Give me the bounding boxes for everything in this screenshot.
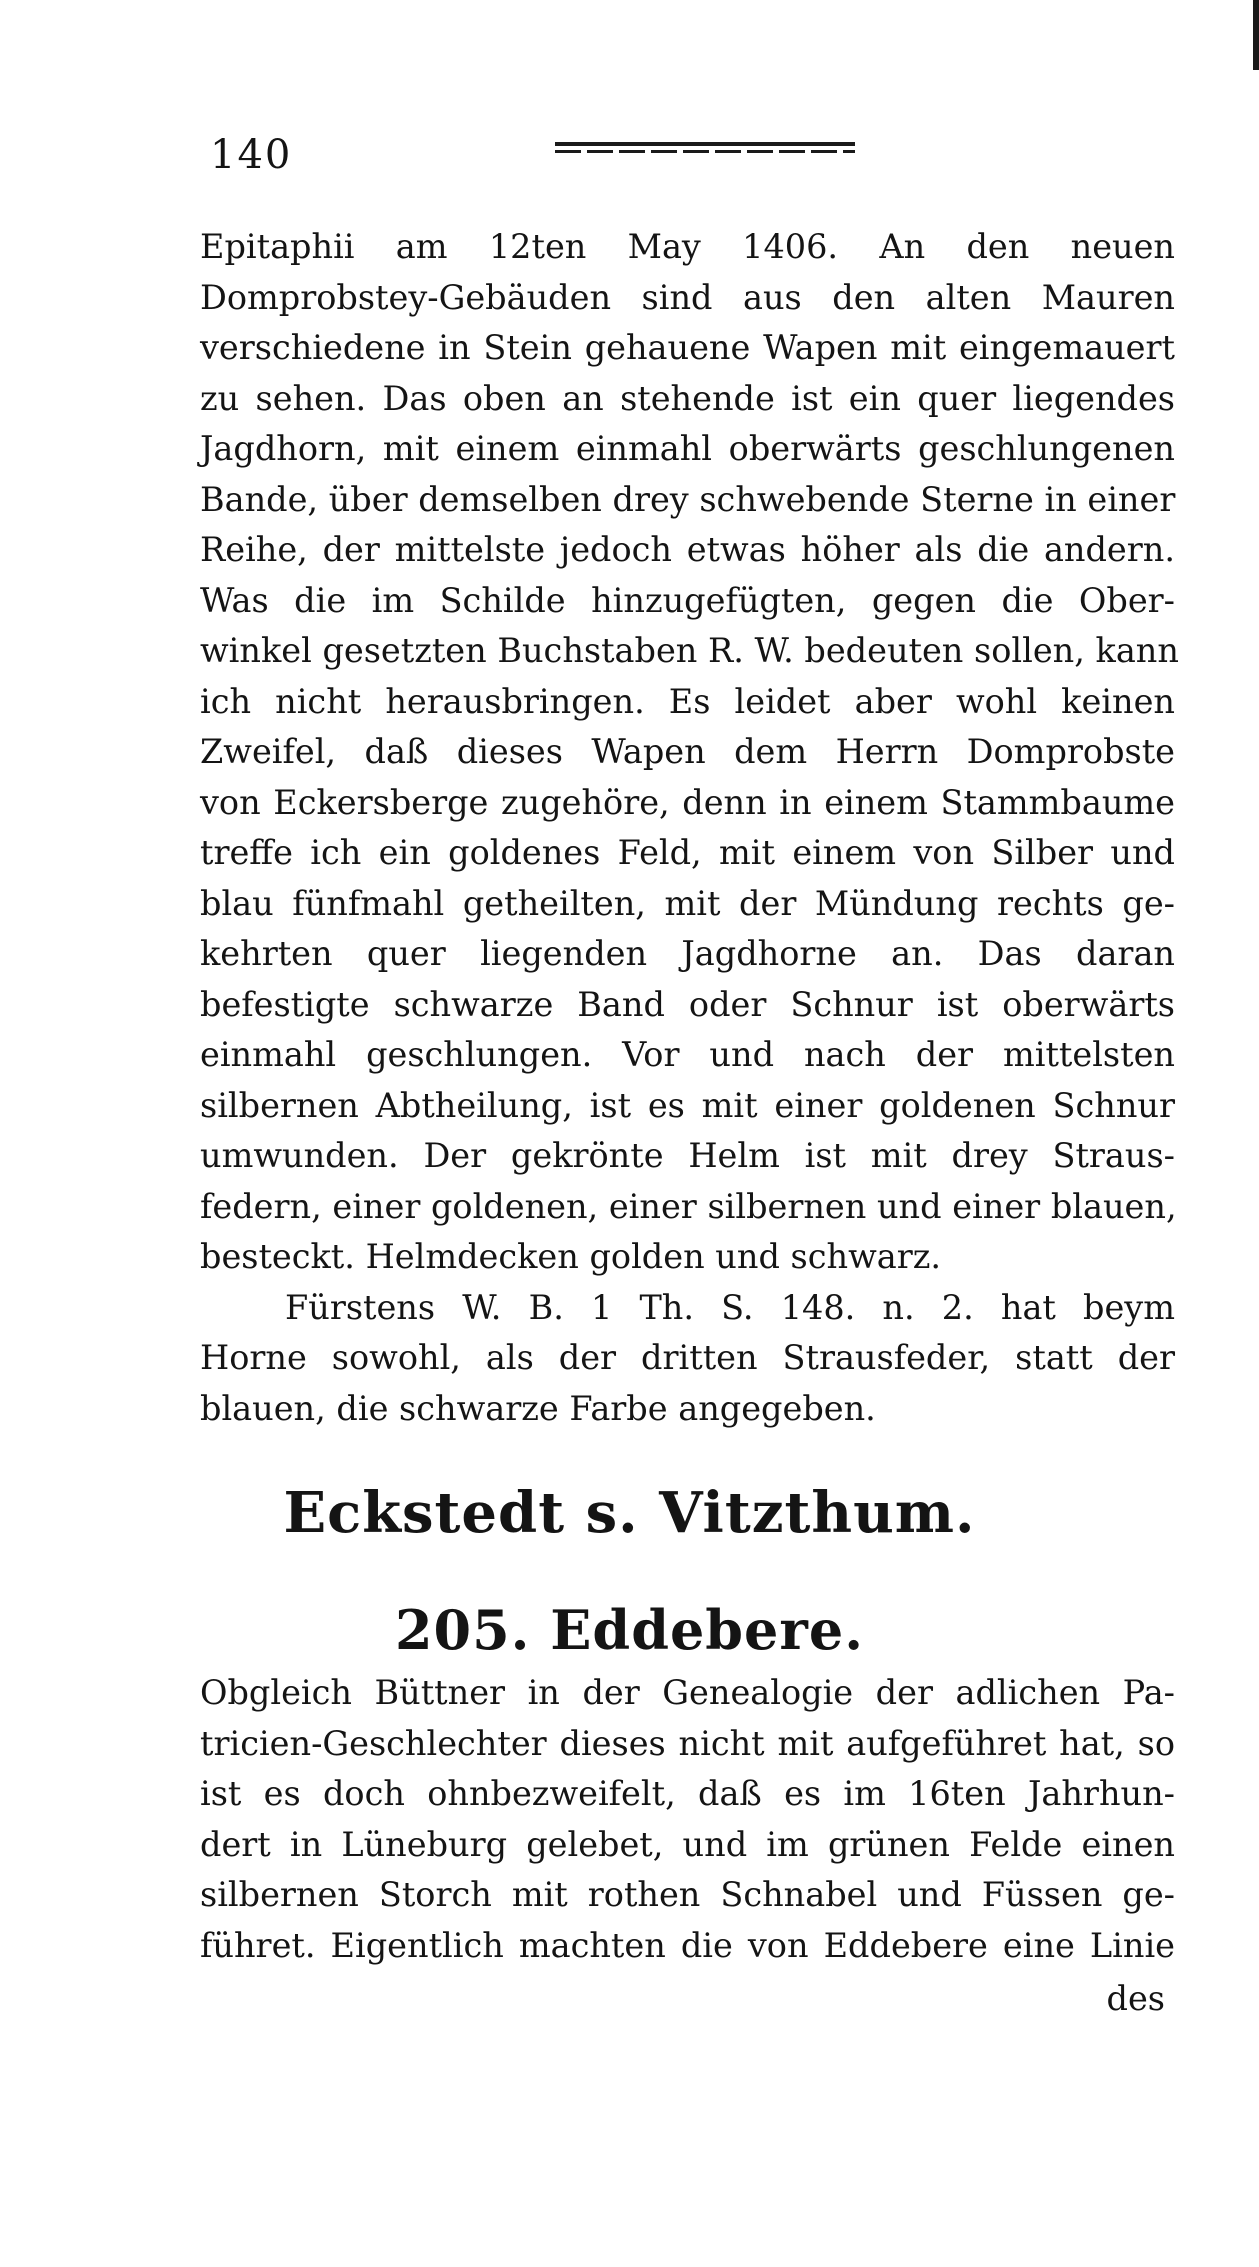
text-line: Domprobstey-Gebäuden sind aus den alten Mauren bbox=[200, 277, 1175, 317]
text-line: Epitaphii am 12ten May 1406. An den neuen bbox=[200, 227, 1175, 266]
text-line: federn, einer goldenen, einer silbernen und einer blauen, bbox=[200, 1186, 1177, 1226]
text-line: besteckt. Helmdecken golden und schwarz. bbox=[200, 1237, 942, 1276]
text-line: von Eckersberge zugehöre, denn in einem Stammbaume bbox=[200, 782, 1175, 822]
text-line: Horne sowohl, als der dritten Strausfeder, statt der bbox=[200, 1338, 1175, 1377]
page-number: 140 bbox=[210, 132, 293, 178]
text-line: tricien-Geschlechter dieses nicht mit aufgeführet hat, so bbox=[200, 1723, 1175, 1763]
text-line: Zweifel, daß dieses Wapen dem Herrn Domprobste bbox=[200, 732, 1175, 771]
header-ornament-rule bbox=[555, 142, 855, 156]
text-line: führet. Eigentlich machten die von Eddebere eine Linie bbox=[200, 1925, 1175, 1965]
text-line: ist es doch ohnbezweifelt, daß es im 16ten Jahrhun- bbox=[200, 1774, 1175, 1813]
text-line: Fürstens W. B. 1 Th. S. 148. n. 2. hat beym bbox=[285, 1287, 1175, 1327]
text-line: Reihe, der mittelste jedoch etwas höher als die andern. bbox=[200, 530, 1175, 569]
text-line: zu sehen. Das oben an stehende ist ein quer liegendes bbox=[200, 378, 1175, 418]
body-text-block bbox=[200, 222, 1179, 1434]
text-line: silbernen Abtheilung, ist es mit einer goldenen Schnur bbox=[200, 1085, 1175, 1125]
text-line: befestigte schwarze Band oder Schnur ist oberwärts bbox=[200, 984, 1175, 1024]
entry-heading: 205. Eddebere. bbox=[394, 1598, 865, 1662]
cross-reference-heading: Eckstedt s. Vitzthum. bbox=[283, 1480, 976, 1546]
text-line: Bande, über demselben drey schwebende Sterne in einer bbox=[200, 479, 1176, 519]
text-line: einmahl geschlungen. Vor und nach der mittelsten bbox=[200, 1035, 1175, 1074]
text-line: blauen, die schwarze Farbe angegeben. bbox=[200, 1388, 876, 1428]
text-line: umwunden. Der gekrönte Helm ist mit drey Straus- bbox=[200, 1136, 1175, 1175]
text-line: blau fünfmahl getheilten, mit der Mündung rechts ge- bbox=[200, 883, 1175, 923]
text-line: kehrten quer liegenden Jagdhorne an. Das daran bbox=[200, 934, 1175, 973]
text-line: verschiedene in Stein gehauene Wapen mit eingemauert bbox=[200, 328, 1175, 367]
catchword: des bbox=[1106, 1979, 1165, 2018]
text-line: ich nicht herausbringen. Es leidet aber wohl keinen bbox=[200, 681, 1175, 721]
text-line: dert in Lüneburg gelebet, und im grünen Felde einen bbox=[200, 1824, 1175, 1864]
text-line: winkel gesetzten Buchstaben R. W. bedeuten sollen, kann bbox=[200, 631, 1179, 670]
page-edge-shadow bbox=[1253, 0, 1259, 70]
text-line: Was die im Schilde hinzugefügten, gegen die Ober- bbox=[200, 580, 1175, 620]
text-line: Obgleich Büttner in der Genealogie der adlichen Pa- bbox=[200, 1673, 1175, 1712]
text-line: treffe ich ein goldenes Feld, mit einem von Silber und bbox=[200, 833, 1175, 872]
header-rule-line-top bbox=[555, 142, 855, 146]
text-line: silbernen Storch mit rothen Schnabel und Füssen ge- bbox=[200, 1875, 1175, 1914]
text-line: Jagdhorn, mit einem einmahl oberwärts geschlungenen bbox=[200, 429, 1175, 468]
entry-text-block bbox=[200, 1668, 1175, 1971]
header-rule-line-bottom bbox=[555, 150, 855, 153]
